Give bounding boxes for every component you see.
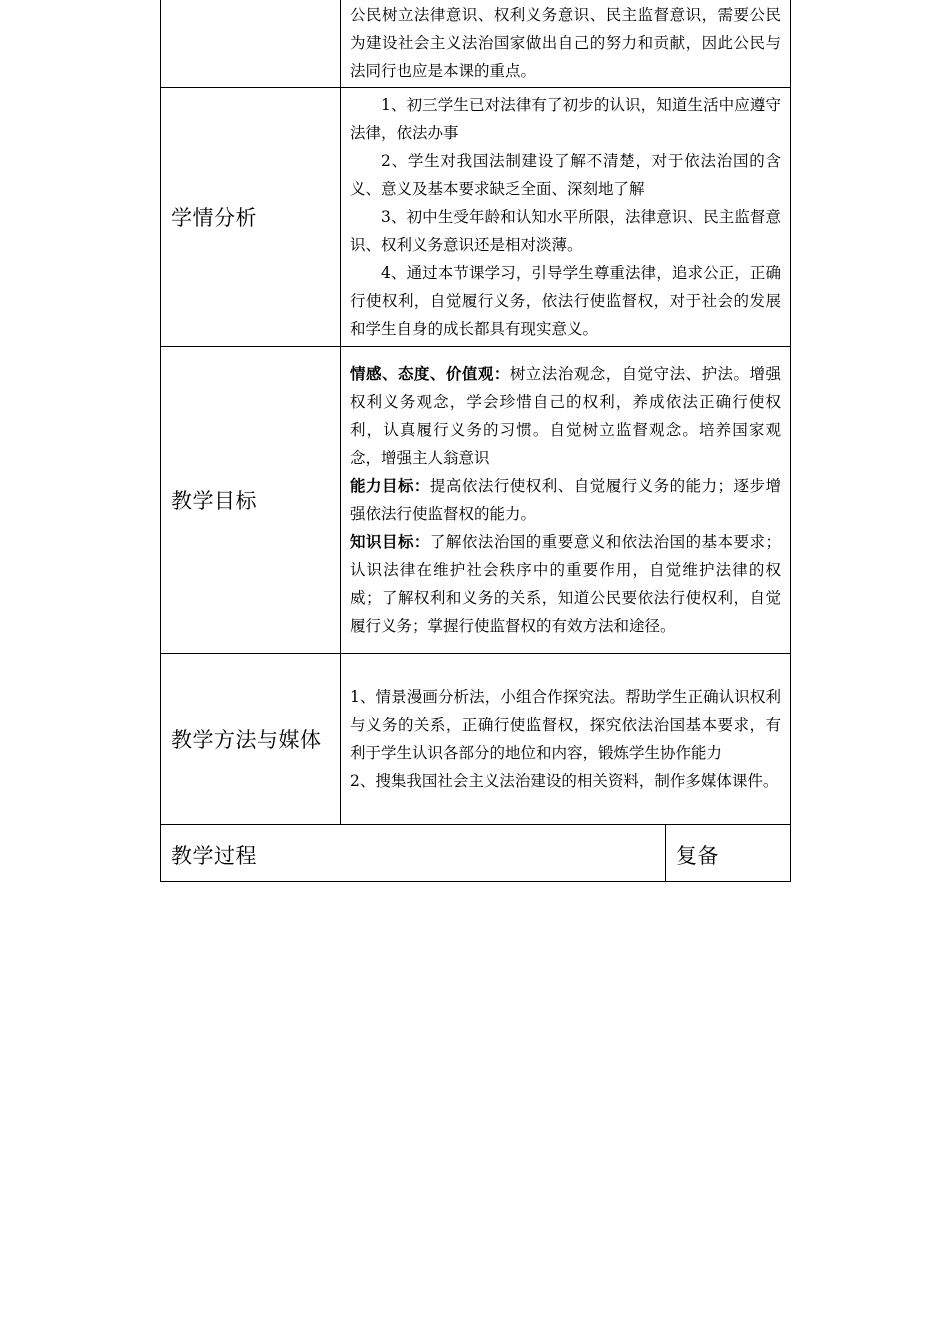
goal-knowledge-text: 了解依法治国的重要意义和依法治国的基本要求；认识法律在维护社会秩序中的重要作用，自觉维护法律的权威；了解权利和义务的关系，知道公民要依法行使权利，自觉履行义务；掌握行使监督权的有效方法和途径。: [350, 533, 782, 635]
table-row-teaching-goals: [161, 347, 791, 654]
analysis-item: 1、初三学生已对法律有了初步的认识，知道生活中应遵守法律，依法办事: [350, 96, 782, 142]
goal-knowledge-lead: 知识目标：: [350, 532, 430, 551]
teaching-goals-cell: [341, 347, 791, 654]
goal-ability-lead: 能力目标：: [350, 476, 430, 495]
row-label-teaching-goals: 教学目标: [161, 347, 341, 654]
analysis-item: 2、学生对我国法制建设了解不清楚，对于依法治国的含义、意义及基本要求缺乏全面、深刻地了解: [350, 152, 782, 198]
lesson-plan-table: [160, 0, 791, 882]
methods-media-cell: [341, 654, 791, 825]
table-row-process: [161, 825, 791, 882]
goal-ability: [350, 472, 781, 528]
analysis-item: 4、通过本节课学习，引导学生尊重法律，追求公正，正确行使权利，自觉履行义务，依法行使监督权，对于社会的发展和学生自身的成长都具有现实意义。: [350, 264, 782, 338]
method-item: 2、搜集我国社会主义法治建设的相关资料，制作多媒体课件。: [350, 772, 779, 790]
row-label-methods-media: 教学方法与媒体: [161, 654, 341, 825]
goal-knowledge: [350, 528, 781, 640]
student-analysis-cell: [341, 88, 791, 347]
goal-affective-text: 树立法治观念，自觉守法、护法。增强权利义务观念，学会珍惜自己的权利，养成依法正确行使权利，认真履行义务的习惯。自觉树立监督观念。培养国家观念，增强主人翁意识: [350, 365, 782, 467]
process-header: 教学过程: [161, 825, 666, 882]
key-points-text: 公民树立法律意识、权利义务意识、民主监督意识，需要公民为建设社会主义法治国家做出自己的努力和贡献，因此公民与法同行也应是本课的重点。: [350, 6, 782, 80]
method-item: 1、情景漫画分析法，小组合作探究法。帮助学生正确认识权利与义务的关系，正确行使监督权，探究依法治国基本要求，有利于学生认识各部分的地位和内容，锻炼学生协作能力: [350, 688, 782, 762]
goal-ability-text: 提高依法行使权利、自觉履行义务的能力；逐步增强依法行使监督权的能力。: [350, 477, 781, 523]
key-points-cell: [341, 0, 791, 88]
row-label-student-analysis: 学情分析: [161, 88, 341, 347]
analysis-item: 3、初中生受年龄和认知水平所限，法律意识、民主监督意识、权利义务意识还是相对淡薄。: [350, 208, 782, 254]
table-row-methods-media: [161, 654, 791, 825]
row-label-empty: [161, 0, 341, 88]
table-row-key-points: [161, 0, 791, 88]
goal-affective-lead: 情感、态度、价值观：: [350, 364, 510, 383]
table-row-student-analysis: [161, 88, 791, 347]
goal-affective: [350, 360, 781, 472]
review-header: 复备: [666, 825, 791, 882]
